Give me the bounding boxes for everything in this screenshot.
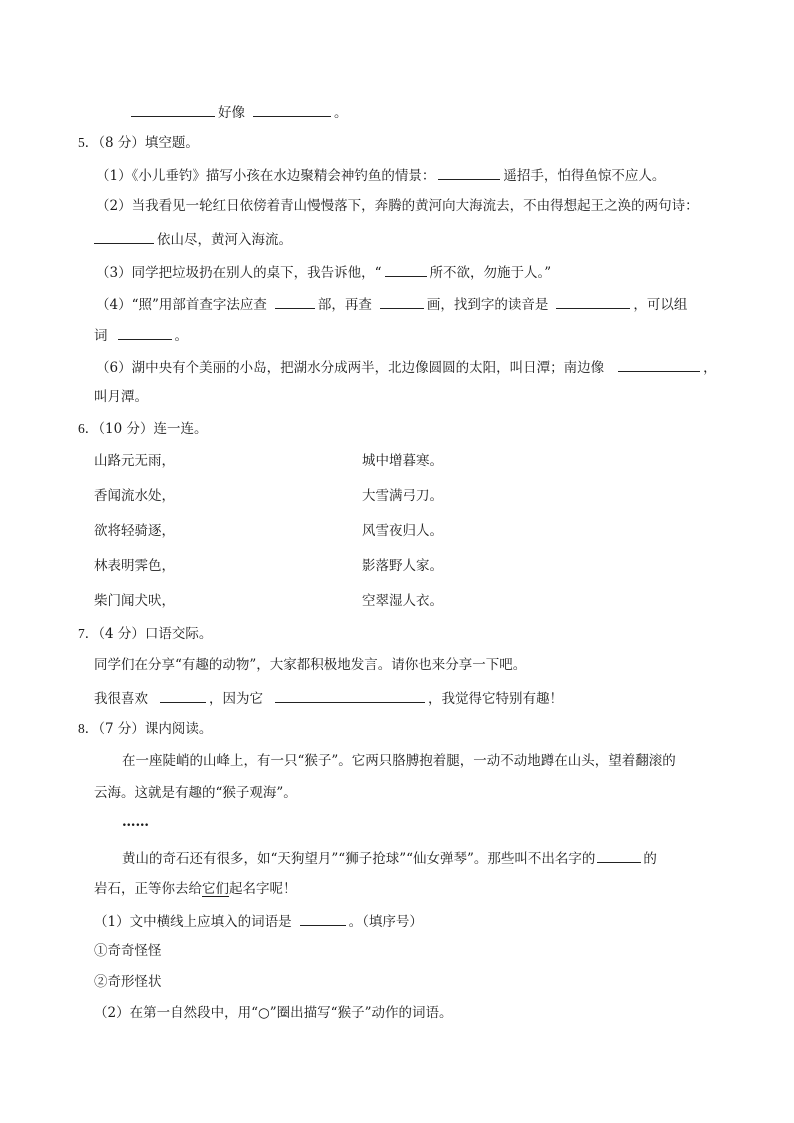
q5-item-4-line2: 词 。	[94, 325, 188, 345]
q8-item-2: （2）在第一自然段中，用“○”圈出描写“猴子”动作的词语。	[94, 1005, 453, 1021]
match-right-item[interactable]: 大雪满弓刀。	[362, 488, 443, 504]
answer-blank[interactable]	[300, 911, 346, 926]
q8-option-1[interactable]: ①奇奇怪怪	[94, 943, 162, 959]
match-left-item[interactable]: 柴门闻犬吠，	[94, 593, 175, 609]
q7-sentence: 我很喜欢 ，因为它 ，我觉得它特别有趣！	[94, 688, 563, 708]
match-left-item[interactable]: 山路元无雨，	[94, 453, 175, 469]
answer-blank[interactable]	[618, 357, 700, 372]
match-left-item[interactable]: 香闻流水处，	[94, 488, 175, 504]
match-right-item[interactable]: 空翠湿人衣。	[362, 593, 443, 609]
passage-ellipsis: ……	[122, 814, 149, 830]
answer-blank[interactable]	[438, 165, 500, 180]
q5-item-3: （3）同学把垃圾扔在别人的桌下，我告诉他，“ 所不欲，勿施于人。”	[96, 262, 551, 282]
answer-blank[interactable]	[385, 262, 427, 277]
answer-blank[interactable]	[380, 294, 424, 309]
answer-blank[interactable]	[118, 325, 172, 340]
q5-item-6-line2: 叫月潭。	[94, 389, 148, 405]
q5-item-2-line2: 依山尽，黄河入海流。	[94, 229, 292, 249]
answer-blank[interactable]	[597, 848, 641, 863]
answer-blank[interactable]	[94, 229, 154, 244]
q7-intro: 同学们在分享“有趣的动物”，大家都积极地发言。请你也来分享一下吧。	[94, 657, 527, 673]
match-right-item[interactable]: 影落野人家。	[362, 558, 443, 574]
match-right-item[interactable]: 风雪夜归人。	[362, 523, 443, 539]
passage-para-2-line1: 黄山的奇石还有很多，如“天狗望月”“狮子抢球”“仙女弹琴”。那些叫不出名字的 的	[122, 848, 657, 868]
answer-blank[interactable]	[160, 688, 206, 703]
answer-blank[interactable]	[556, 294, 630, 309]
underlined-word: 它们	[202, 881, 229, 897]
q5-item-1: （1）《小儿垂钓》描写小孩在水边聚精会神钓鱼的情景： 遥招手，怕得鱼惊不应人。	[96, 165, 665, 185]
q5-item-6-line1: （6）湖中央有个美丽的小岛，把湖水分成两半，北边像圆圆的太阳，叫日潭；南边像 ，	[96, 357, 717, 377]
q5-item-2-line1: （2）当我看见一轮红日依傍着青山慢慢落下，奔腾的黄河向大海流去，不由得想起王之涣的两句诗：	[96, 198, 699, 214]
question-5-heading: 5．（8 分）填空题。	[78, 135, 199, 151]
answer-blank[interactable]	[275, 688, 425, 703]
answer-blank[interactable]	[253, 102, 331, 117]
question-8-heading: 8．（7 分）课内阅读。	[78, 721, 213, 737]
match-left-item[interactable]: 欲将轻骑逐，	[94, 523, 175, 539]
q8-option-2[interactable]: ②奇形怪状	[94, 974, 162, 990]
passage-para-1-line2: 云海。这就是有趣的“猴子观海”。	[94, 785, 297, 801]
question-7-heading: 7．（4 分）口语交际。	[78, 626, 213, 642]
passage-para-2-line2: 岩石，正等你去给它们起名字呢！	[94, 881, 297, 897]
passage-para-1-line1: 在一座陡峭的山峰上，有一只“猴子”。它两只胳膊抱着腿，一动不动地蹲在山头，望着翻滚的	[122, 753, 676, 769]
match-left-item[interactable]: 林表明霁色，	[94, 558, 175, 574]
q8-item-1: （1）文中横线上应填入的词语是 。（填序号）	[94, 911, 423, 931]
q5-item-4-line1: （4）“照”用部首查字法应查 部，再查 画，找到字的读音是 ，可以组	[96, 294, 687, 314]
answer-blank[interactable]	[275, 294, 315, 309]
answer-blank[interactable]	[131, 102, 215, 117]
question-6-heading: 6．（10 分）连一连。	[78, 421, 208, 437]
match-right-item[interactable]: 城中增暮寒。	[362, 453, 443, 469]
carryover-line: 好像 。	[128, 102, 348, 122]
